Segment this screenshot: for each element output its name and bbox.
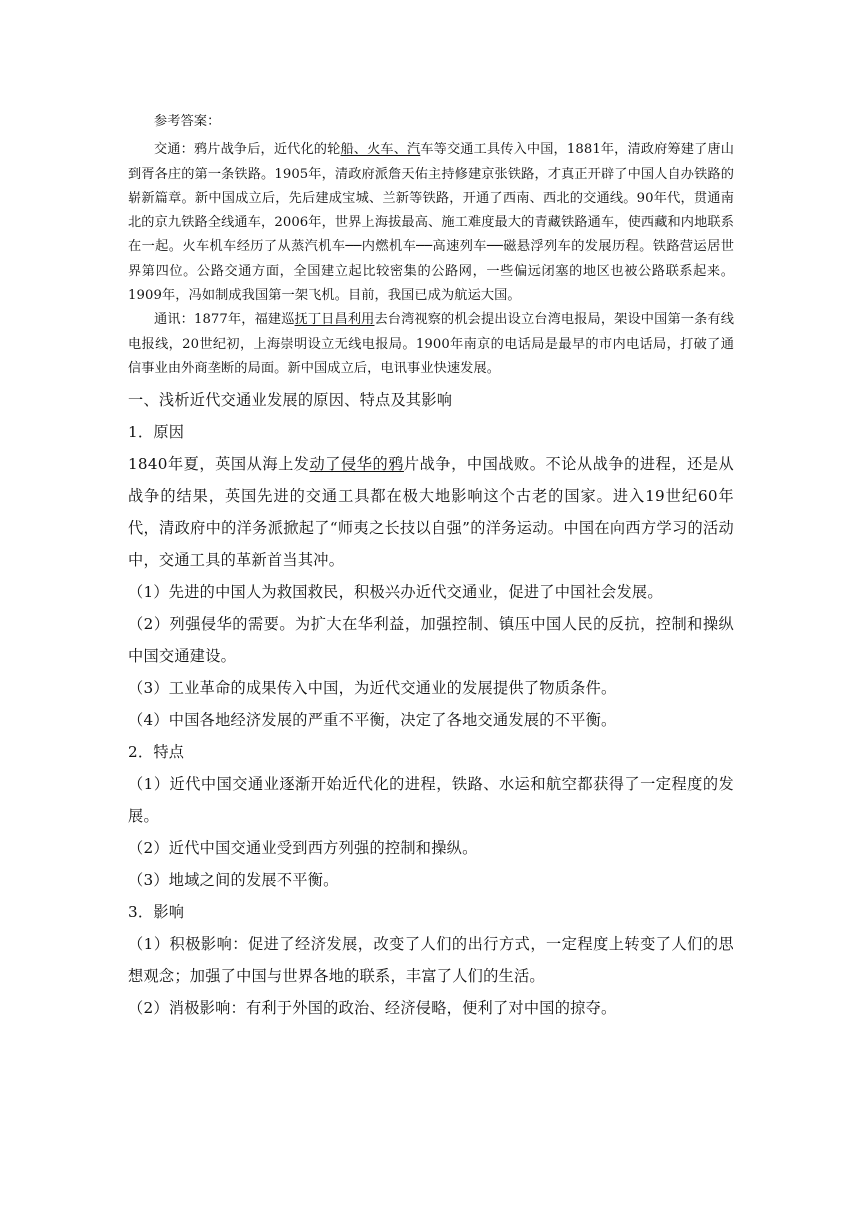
reason-intro-suffix: 片战争，中国战败。不论从战争的进程，还是从战争的结果，英国先进的交通工具都在极大地影响这个古老的国家。进入19世纪60年代，清政府中的洋务派掀起了“师夷之长技以自强”的洋务运动。中国在向西方学习的活动中，交通工具的革新首当其冲。 — [128, 455, 734, 570]
reason-intro-paragraph — [128, 448, 734, 576]
transport-text-prefix: 交通：鸦片战争后，近代化的轮 — [154, 142, 341, 158]
reason-item-2: （2）列强侵华的需要。为扩大在华利益，加强控制、镇压中国人民的反抗，控制和操纵中国交通建设。 — [128, 615, 734, 666]
feature-item-3: （3）地域之间的发展不平衡。 — [128, 871, 339, 890]
reason-item-1: （1）先进的中国人为救国救民，积极兴办近代交通业，促进了中国社会发展。 — [128, 583, 663, 602]
answer-title: 参考答案： — [154, 114, 221, 129]
transport-paragraph — [128, 138, 734, 308]
impact-item-2: （2）消极影响：有利于外国的政治、经济侵略，便利了对中国的掠夺。 — [128, 999, 617, 1018]
impact-item-1: （1）积极影响：促进了经济发展，改变了人们的出行方式，一定程度上转变了人们的思想观念；加强了中国与世界各地的联系，丰富了人们的生活。 — [128, 935, 734, 986]
reason-heading: 1．原因 — [128, 423, 185, 442]
transport-underlined-text: 船、火车、汽 — [340, 142, 421, 158]
reason-intro-prefix: 1840年夏，英国从海上发 — [128, 455, 310, 474]
reason-intro-underlined-text: 动了侵华的鸦 — [309, 455, 404, 474]
reason-item-4: （4）中国各地经济发展的严重不平衡，决定了各地交通发展的不平衡。 — [128, 711, 617, 730]
feature-item-1: （1）近代中国交通业逐渐开始近代化的进程，铁路、水运和航空都获得了一定程度的发展。 — [128, 775, 734, 826]
feature-item-2: （2）近代中国交通业受到西方列强的控制和操纵。 — [128, 839, 478, 858]
impact-heading: 3．影响 — [128, 903, 185, 922]
communication-paragraph — [128, 308, 734, 381]
reason-item-3: （3）工业革命的成果传入中国，为近代交通业的发展提供了物质条件。 — [128, 679, 617, 698]
section-title: 一、浅析近代交通业发展的原因、特点及其影响 — [128, 391, 453, 410]
communication-underlined-text: 抚丁日昌利用 — [294, 312, 375, 328]
transport-text-suffix: 车等交通工具传入中国，1881年，清政府筹建了唐山到胥各庄的第一条铁路。1905年，清政府派詹天佑主持修建京张铁路，才真正开辟了中国人自办铁路的崭新篇章。新中国成立后，先后建成宝城、兰新等铁路，开通了西南、西北的交通线。90年代，贯通南北的京九铁路全线通车，2006年，世界上海拔最高、施工难度最大的青藏铁路通车，使西藏和内地联系在一起。火车机车经历了从蒸汽机车──内燃机车──高速列车──磁悬浮列车的发展历程。铁路营运居世界第四位。公路交通方面，全国建立起比较密集的公路网，一些偏远闭塞的地区也被公路联系起来。1909年，冯如制成我国第一架飞机。目前，我国已成为航运大国。 — [128, 142, 734, 304]
communication-text-prefix: 通讯：1877年，福建巡 — [154, 312, 295, 328]
document-body — [128, 110, 734, 1024]
communication-text-suffix: 去台湾视察的机会提出设立台湾电报局，架设中国第一条有线电报线，20世纪初，上海崇明设立无线电报局。1900年南京的电话局是最早的市内电话局，打破了通信事业由外商垄断的局面。新中国成立后，电讯事业快速发展。 — [128, 312, 734, 376]
features-heading: 2．特点 — [128, 743, 185, 762]
